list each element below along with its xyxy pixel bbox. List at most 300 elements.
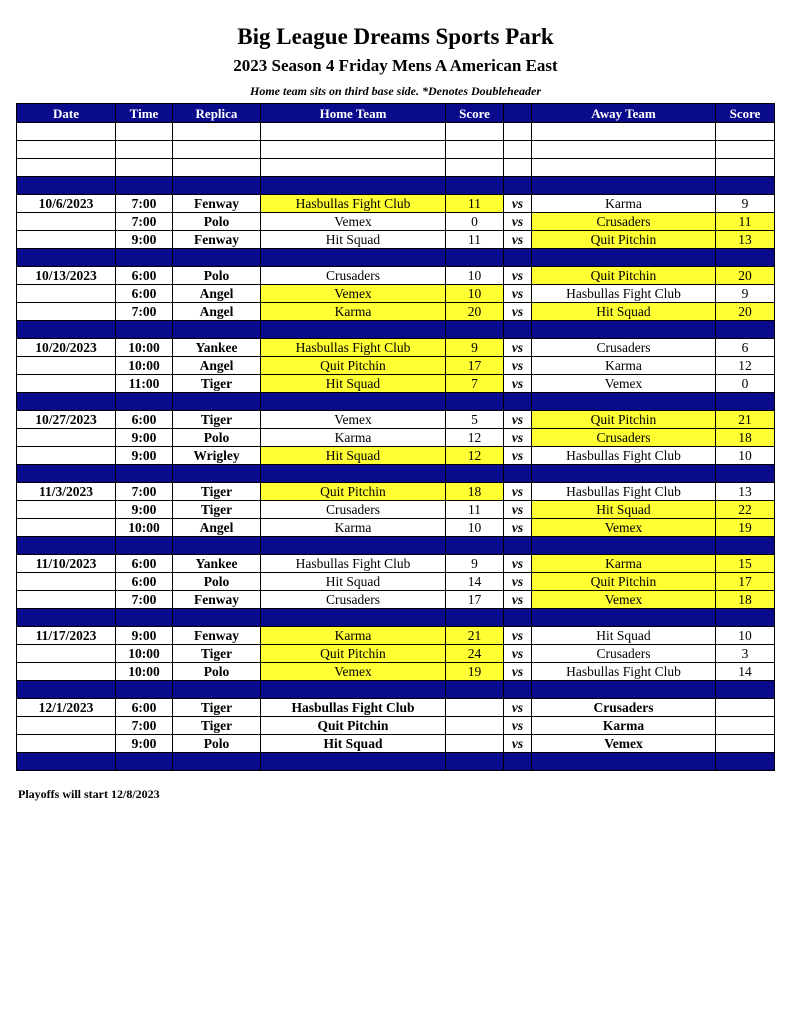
separator-row	[17, 393, 775, 411]
separator-cell	[261, 609, 446, 627]
home-team-cell: Vemex	[261, 285, 446, 303]
time-cell: 9:00	[116, 429, 173, 447]
page-title: Big League Dreams Sports Park	[237, 24, 554, 49]
home-team-cell: Hit Squad	[261, 231, 446, 249]
home-team-cell: Karma	[261, 627, 446, 645]
separator-cell	[532, 753, 716, 771]
blank-cell	[261, 123, 446, 141]
time-cell: 7:00	[116, 483, 173, 501]
home-team-cell: Hit Squad	[261, 735, 446, 753]
blank-cell	[532, 141, 716, 159]
time-cell: 7:00	[116, 303, 173, 321]
table-row	[17, 591, 775, 609]
away-team-cell: Crusaders	[532, 699, 716, 717]
replica-cell: Fenway	[173, 627, 261, 645]
replica-cell: Polo	[173, 573, 261, 591]
table-row	[17, 717, 775, 735]
separator-cell	[173, 249, 261, 267]
separator-cell	[17, 249, 116, 267]
home-team-cell: Hasbullas Fight Club	[261, 195, 446, 213]
separator-cell	[173, 321, 261, 339]
separator-cell	[116, 681, 173, 699]
separator-cell	[261, 537, 446, 555]
time-cell: 7:00	[116, 591, 173, 609]
home-score-cell	[446, 699, 504, 717]
home-team-cell: Hit Squad	[261, 375, 446, 393]
home-score-cell: 10	[446, 519, 504, 537]
blank-row	[17, 123, 775, 141]
table-row	[17, 447, 775, 465]
separator-cell	[532, 249, 716, 267]
vs-cell: vs	[504, 231, 532, 249]
date-cell	[17, 663, 116, 681]
separator-cell	[116, 609, 173, 627]
table-row	[17, 663, 775, 681]
away-score-cell: 20	[716, 267, 775, 285]
separator-cell	[116, 753, 173, 771]
vs-cell: vs	[504, 555, 532, 573]
date-cell	[17, 303, 116, 321]
home-team-cell: Hit Squad	[261, 447, 446, 465]
separator-cell	[261, 393, 446, 411]
time-cell: 10:00	[116, 663, 173, 681]
date-cell: 10/27/2023	[17, 411, 116, 429]
replica-cell: Fenway	[173, 591, 261, 609]
table-row	[17, 501, 775, 519]
date-cell	[17, 375, 116, 393]
playoffs-note: Playoffs will start 12/8/2023	[18, 787, 160, 801]
replica-cell: Tiger	[173, 699, 261, 717]
time-cell: 7:00	[116, 717, 173, 735]
table-row	[17, 573, 775, 591]
separator-cell	[504, 249, 532, 267]
vs-cell: vs	[504, 447, 532, 465]
table-row	[17, 213, 775, 231]
date-cell: 10/6/2023	[17, 195, 116, 213]
table-row	[17, 483, 775, 501]
separator-cell	[532, 177, 716, 195]
header-row	[17, 104, 775, 123]
home-team-cell: Vemex	[261, 411, 446, 429]
away-score-cell: 13	[716, 231, 775, 249]
separator-cell	[261, 249, 446, 267]
separator-cell	[17, 753, 116, 771]
home-team-cell: Quit Pitchin	[261, 645, 446, 663]
date-cell	[17, 447, 116, 465]
away-team-cell: Hit Squad	[532, 501, 716, 519]
away-team-cell: Karma	[532, 195, 716, 213]
date-cell	[17, 645, 116, 663]
vs-cell: vs	[504, 195, 532, 213]
vs-cell: vs	[504, 339, 532, 357]
table-row	[17, 429, 775, 447]
away-score-cell: 17	[716, 573, 775, 591]
table-row	[17, 357, 775, 375]
date-cell	[17, 501, 116, 519]
home-score-cell: 21	[446, 627, 504, 645]
separator-cell	[173, 753, 261, 771]
separator-cell	[446, 177, 504, 195]
separator-cell	[17, 177, 116, 195]
away-team-cell: Crusaders	[532, 429, 716, 447]
away-score-cell: 10	[716, 627, 775, 645]
blank-cell	[173, 159, 261, 177]
replica-cell: Fenway	[173, 195, 261, 213]
replica-cell: Polo	[173, 735, 261, 753]
separator-cell	[173, 681, 261, 699]
away-score-cell	[716, 717, 775, 735]
separator-cell	[17, 465, 116, 483]
away-team-cell: Hasbullas Fight Club	[532, 285, 716, 303]
home-score-cell: 17	[446, 591, 504, 609]
separator-cell	[716, 681, 775, 699]
separator-cell	[532, 393, 716, 411]
away-team-cell: Hit Squad	[532, 627, 716, 645]
away-score-cell: 22	[716, 501, 775, 519]
away-score-cell: 13	[716, 483, 775, 501]
separator-cell	[173, 537, 261, 555]
home-score-cell: 10	[446, 267, 504, 285]
table-row	[17, 231, 775, 249]
vs-cell: vs	[504, 357, 532, 375]
home-score-cell: 0	[446, 213, 504, 231]
separator-cell	[173, 465, 261, 483]
time-cell: 6:00	[116, 411, 173, 429]
away-team-cell: Karma	[532, 357, 716, 375]
home-score-cell: 17	[446, 357, 504, 375]
away-team-cell: Vemex	[532, 591, 716, 609]
away-team-cell: Hasbullas Fight Club	[532, 447, 716, 465]
col-header-home-score: Score	[446, 104, 504, 123]
blank-cell	[716, 141, 775, 159]
home-score-cell: 18	[446, 483, 504, 501]
home-score-cell: 12	[446, 429, 504, 447]
replica-cell: Polo	[173, 213, 261, 231]
separator-cell	[116, 177, 173, 195]
home-score-cell: 24	[446, 645, 504, 663]
replica-cell: Tiger	[173, 483, 261, 501]
date-cell	[17, 573, 116, 591]
time-cell: 7:00	[116, 195, 173, 213]
vs-cell: vs	[504, 591, 532, 609]
blank-cell	[532, 159, 716, 177]
separator-cell	[716, 753, 775, 771]
home-team-cell: Quit Pitchin	[261, 483, 446, 501]
away-team-cell: Karma	[532, 717, 716, 735]
home-score-cell: 11	[446, 231, 504, 249]
replica-cell: Tiger	[173, 411, 261, 429]
date-cell: 11/17/2023	[17, 627, 116, 645]
separator-cell	[716, 321, 775, 339]
separator-cell	[17, 393, 116, 411]
blank-cell	[17, 141, 116, 159]
blank-cell	[173, 123, 261, 141]
date-cell	[17, 519, 116, 537]
separator-row	[17, 321, 775, 339]
blank-cell	[116, 141, 173, 159]
home-score-cell: 11	[446, 195, 504, 213]
replica-cell: Polo	[173, 663, 261, 681]
blank-cell	[116, 123, 173, 141]
vs-cell: vs	[504, 429, 532, 447]
separator-cell	[532, 465, 716, 483]
time-cell: 6:00	[116, 699, 173, 717]
home-team-cell: Karma	[261, 303, 446, 321]
separator-cell	[116, 537, 173, 555]
away-team-cell: Vemex	[532, 735, 716, 753]
replica-cell: Fenway	[173, 231, 261, 249]
home-team-cell: Hasbullas Fight Club	[261, 339, 446, 357]
replica-cell: Angel	[173, 519, 261, 537]
away-team-cell: Hasbullas Fight Club	[532, 483, 716, 501]
blank-cell	[173, 141, 261, 159]
away-team-cell: Hasbullas Fight Club	[532, 663, 716, 681]
blank-cell	[17, 159, 116, 177]
separator-cell	[504, 393, 532, 411]
col-header-replica: Replica	[173, 104, 261, 123]
separator-cell	[504, 321, 532, 339]
time-cell: 6:00	[116, 285, 173, 303]
table-row	[17, 735, 775, 753]
replica-cell: Angel	[173, 285, 261, 303]
blank-cell	[504, 159, 532, 177]
separator-row	[17, 177, 775, 195]
separator-cell	[173, 177, 261, 195]
blank-cell	[261, 141, 446, 159]
date-cell	[17, 213, 116, 231]
away-score-cell: 19	[716, 519, 775, 537]
away-team-cell: Quit Pitchin	[532, 231, 716, 249]
blank-cell	[446, 123, 504, 141]
separator-cell	[261, 321, 446, 339]
home-score-cell: 12	[446, 447, 504, 465]
replica-cell: Wrigley	[173, 447, 261, 465]
home-score-cell: 10	[446, 285, 504, 303]
separator-cell	[532, 609, 716, 627]
blank-cell	[716, 123, 775, 141]
blank-cell	[504, 123, 532, 141]
away-team-cell: Quit Pitchin	[532, 411, 716, 429]
time-cell: 9:00	[116, 447, 173, 465]
replica-cell: Angel	[173, 357, 261, 375]
blank-cell	[446, 159, 504, 177]
col-header-away-score: Score	[716, 104, 775, 123]
vs-cell: vs	[504, 375, 532, 393]
date-cell: 11/3/2023	[17, 483, 116, 501]
table-row	[17, 195, 775, 213]
away-score-cell: 6	[716, 339, 775, 357]
separator-cell	[504, 753, 532, 771]
separator-cell	[116, 249, 173, 267]
home-score-cell	[446, 735, 504, 753]
separator-cell	[261, 753, 446, 771]
col-header-vs	[504, 104, 532, 123]
away-score-cell: 10	[716, 447, 775, 465]
away-score-cell: 12	[716, 357, 775, 375]
away-score-cell: 0	[716, 375, 775, 393]
home-score-cell: 14	[446, 573, 504, 591]
away-score-cell	[716, 699, 775, 717]
home-team-cell: Hasbullas Fight Club	[261, 699, 446, 717]
vs-cell: vs	[504, 735, 532, 753]
time-cell: 9:00	[116, 627, 173, 645]
separator-cell	[504, 537, 532, 555]
date-cell	[17, 429, 116, 447]
away-score-cell: 14	[716, 663, 775, 681]
separator-cell	[716, 393, 775, 411]
date-cell: 10/13/2023	[17, 267, 116, 285]
away-score-cell: 21	[716, 411, 775, 429]
away-score-cell: 15	[716, 555, 775, 573]
time-cell: 7:00	[116, 213, 173, 231]
home-score-cell: 19	[446, 663, 504, 681]
time-cell: 10:00	[116, 357, 173, 375]
vs-cell: vs	[504, 267, 532, 285]
separator-row	[17, 537, 775, 555]
replica-cell: Yankee	[173, 339, 261, 357]
table-row	[17, 645, 775, 663]
replica-cell: Tiger	[173, 501, 261, 519]
blank-cell	[504, 141, 532, 159]
date-cell	[17, 735, 116, 753]
time-cell: 11:00	[116, 375, 173, 393]
col-header-date: Date	[17, 104, 116, 123]
separator-cell	[504, 609, 532, 627]
col-header-time: Time	[116, 104, 173, 123]
separator-row	[17, 753, 775, 771]
home-team-cell: Karma	[261, 429, 446, 447]
separator-cell	[504, 681, 532, 699]
home-team-cell: Crusaders	[261, 267, 446, 285]
vs-cell: vs	[504, 645, 532, 663]
blank-row	[17, 141, 775, 159]
blank-cell	[716, 159, 775, 177]
separator-row	[17, 681, 775, 699]
separator-cell	[173, 393, 261, 411]
table-row	[17, 699, 775, 717]
home-team-cell: Karma	[261, 519, 446, 537]
vs-cell: vs	[504, 699, 532, 717]
away-score-cell	[716, 735, 775, 753]
separator-cell	[446, 321, 504, 339]
separator-cell	[532, 681, 716, 699]
replica-cell: Yankee	[173, 555, 261, 573]
separator-cell	[716, 465, 775, 483]
separator-cell	[532, 321, 716, 339]
time-cell: 10:00	[116, 339, 173, 357]
home-team-cell: Vemex	[261, 663, 446, 681]
away-team-cell: Karma	[532, 555, 716, 573]
blank-cell	[446, 141, 504, 159]
separator-cell	[446, 681, 504, 699]
separator-cell	[261, 681, 446, 699]
home-team-cell: Crusaders	[261, 501, 446, 519]
schedule-note: Home team sits on third base side. *Denotes Doubleheader	[250, 84, 541, 98]
separator-cell	[716, 537, 775, 555]
schedule-body	[17, 123, 775, 771]
date-cell	[17, 357, 116, 375]
home-score-cell: 9	[446, 339, 504, 357]
table-row	[17, 555, 775, 573]
away-team-cell: Crusaders	[532, 645, 716, 663]
vs-cell: vs	[504, 717, 532, 735]
separator-cell	[261, 465, 446, 483]
time-cell: 10:00	[116, 519, 173, 537]
away-score-cell: 11	[716, 213, 775, 231]
vs-cell: vs	[504, 519, 532, 537]
away-score-cell: 3	[716, 645, 775, 663]
blank-cell	[116, 159, 173, 177]
time-cell: 6:00	[116, 267, 173, 285]
separator-cell	[446, 393, 504, 411]
separator-cell	[116, 321, 173, 339]
time-cell: 9:00	[116, 735, 173, 753]
home-team-cell: Crusaders	[261, 591, 446, 609]
vs-cell: vs	[504, 663, 532, 681]
table-row	[17, 411, 775, 429]
separator-cell	[446, 537, 504, 555]
away-score-cell: 9	[716, 285, 775, 303]
date-cell	[17, 591, 116, 609]
separator-cell	[446, 249, 504, 267]
separator-cell	[17, 321, 116, 339]
away-team-cell: Crusaders	[532, 339, 716, 357]
time-cell: 6:00	[116, 573, 173, 591]
away-team-cell: Vemex	[532, 375, 716, 393]
table-row	[17, 339, 775, 357]
away-score-cell: 18	[716, 591, 775, 609]
home-score-cell: 5	[446, 411, 504, 429]
away-team-cell: Quit Pitchin	[532, 573, 716, 591]
separator-row	[17, 249, 775, 267]
vs-cell: vs	[504, 303, 532, 321]
away-team-cell: Crusaders	[532, 213, 716, 231]
away-team-cell: Vemex	[532, 519, 716, 537]
table-row	[17, 627, 775, 645]
vs-cell: vs	[504, 501, 532, 519]
home-score-cell: 9	[446, 555, 504, 573]
home-team-cell: Hit Squad	[261, 573, 446, 591]
away-score-cell: 9	[716, 195, 775, 213]
separator-cell	[17, 537, 116, 555]
away-team-cell: Quit Pitchin	[532, 267, 716, 285]
vs-cell: vs	[504, 627, 532, 645]
vs-cell: vs	[504, 483, 532, 501]
separator-cell	[716, 609, 775, 627]
date-cell	[17, 231, 116, 249]
blank-cell	[532, 123, 716, 141]
table-row	[17, 303, 775, 321]
schedule-table	[16, 103, 775, 771]
table-row	[17, 519, 775, 537]
table-row	[17, 267, 775, 285]
away-score-cell: 20	[716, 303, 775, 321]
replica-cell: Polo	[173, 267, 261, 285]
table-row	[17, 375, 775, 393]
separator-cell	[116, 393, 173, 411]
vs-cell: vs	[504, 411, 532, 429]
time-cell: 6:00	[116, 555, 173, 573]
home-score-cell: 7	[446, 375, 504, 393]
separator-cell	[716, 249, 775, 267]
date-cell	[17, 285, 116, 303]
home-team-cell: Hasbullas Fight Club	[261, 555, 446, 573]
col-header-away-team: Away Team	[532, 104, 716, 123]
home-score-cell: 20	[446, 303, 504, 321]
replica-cell: Tiger	[173, 717, 261, 735]
replica-cell: Tiger	[173, 375, 261, 393]
home-team-cell: Quit Pitchin	[261, 357, 446, 375]
